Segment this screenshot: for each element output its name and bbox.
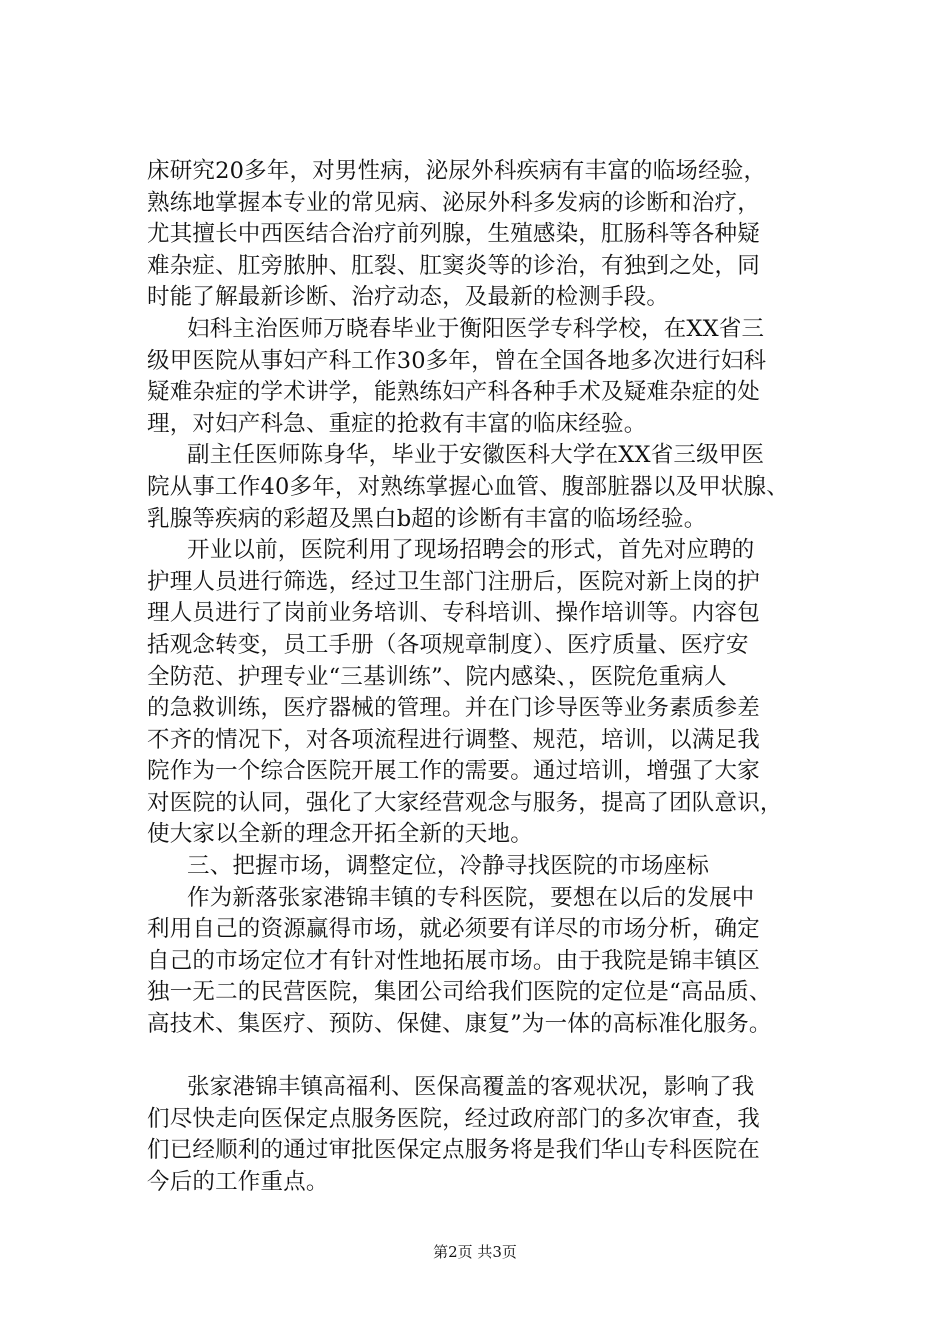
paragraph-start-line: 妇科主治医师万晓春毕业于衡阳医学专科学校，在XX省三	[187, 315, 765, 342]
text-line: 的急救训练，医疗器械的管理。并在门诊导医等业务素质参差	[147, 695, 760, 722]
paragraph-start-line: 张家港锦丰镇高福利、医保高覆盖的客观状况，影响了我	[187, 1074, 755, 1101]
text-line: 独一无二的民营医院，集团公司给我们医院的定位是“高品质、	[147, 979, 772, 1006]
page-number-footer: 第2页 共3页	[433, 1243, 517, 1261]
text-line: 不齐的情况下，对各项流程进行调整、规范，培训，以满足我	[147, 726, 760, 753]
text-line: 对医院的认同，强化了大家经营观念与服务，提高了团队意识，	[147, 789, 783, 816]
text-line: 时能了解最新诊断、治疗动态，及最新的检测手段。	[147, 284, 670, 311]
text-line: 理，对妇产科急、重症的抢救有丰富的临床经验。	[147, 410, 647, 437]
text-line: 使大家以全新的理念开拓全新的天地。	[147, 821, 533, 848]
paragraph-gap	[147, 1041, 843, 1073]
text-line: 们尽快走向医保定点服务医院，经过政府部门的多次审查，我	[147, 1105, 760, 1132]
document-body	[147, 156, 843, 1199]
text-line: 理人员进行了岗前业务培训、专科培训、操作培训等。内容包	[147, 600, 760, 627]
text-line: 利用自己的资源赢得市场，就必须要有详尽的市场分析，确定	[147, 916, 760, 943]
text-line: 今后的工作重点。	[147, 1169, 329, 1195]
paragraph-start-line: 开业以前，医院利用了现场招聘会的形式，首先对应聘的	[187, 537, 755, 564]
text-line: 自己的市场定位才有针对性地拓展市场。由于我院是锦丰镇区	[147, 947, 760, 974]
text-line: 括观念转变，员工手册（各项规章制度）、医疗质量、医疗安	[147, 631, 749, 658]
text-line: 乳腺等疾病的彩超及黑白b超的诊断有丰富的临场经验。	[147, 505, 707, 532]
text-line: 难杂症、肛旁脓肿、肛裂、肛窦炎等的诊治，有独到之处，同	[147, 252, 760, 279]
section-heading: 三、把握市场，调整定位，冷静寻找医院的市场座标	[187, 853, 710, 880]
text-line: 疑难杂症的学术讲学，能熟练妇产科各种手术及疑难杂症的处	[147, 379, 760, 406]
paragraph-start-line: 作为新落张家港锦丰镇的专科医院，要想在以后的发展中	[187, 884, 755, 911]
paragraph-start-line: 副主任医师陈身华，毕业于安徽医科大学在XX省三级甲医	[187, 442, 765, 469]
text-line: 床研究20多年，对男性病，泌尿外科疾病有丰富的临场经验，	[147, 158, 767, 184]
text-line: 高技术、集医疗、预防、保健、康复”为一体的高标准化服务。	[147, 1011, 772, 1038]
text-line: 们已经顺利的通过审批医保定点服务将是我们华山专科医院在	[147, 1137, 760, 1164]
text-line: 尤其擅长中西医结合治疗前列腺，生殖感染，肛肠科等各种疑	[147, 221, 760, 248]
text-line: 院作为一个综合医院开展工作的需要。通过培训，增强了大家	[147, 758, 760, 785]
text-line: 级甲医院从事妇产科工作30多年，曾在全国各地多次进行妇科	[147, 347, 767, 374]
text-line: 全防范、护理专业“三基训练”、院内感染、，医院危重病人	[147, 663, 727, 690]
text-line: 护理人员进行筛选，经过卫生部门注册后，医院对新上岗的护	[147, 568, 760, 595]
text-line: 院从事工作40多年，对熟练掌握心血管、腹部脏器以及甲状腺、	[147, 473, 789, 500]
text-line: 熟练地掌握本专业的常见病、泌尿外科多发病的诊断和治疗，	[147, 189, 760, 216]
